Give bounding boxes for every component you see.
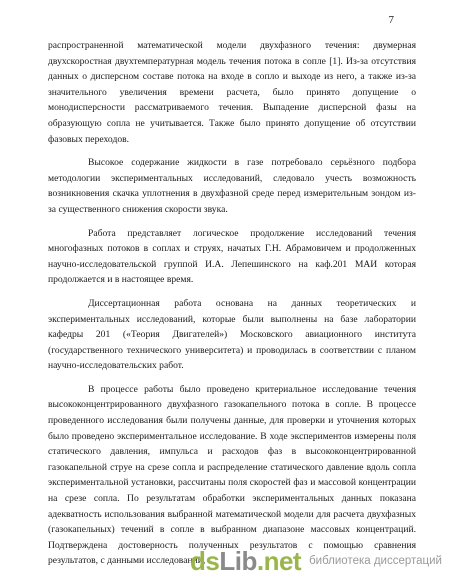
paragraph-2: Высокое содержание жидкости в газе потребовало серьёзного подбора методологии экспериментальных исследований, следовало учесть возможность возникновения скачка уплотнения в двухфазной среде перед измерительным зондом из-за существенного снижения скорости звука.	[48, 157, 416, 215]
paragraph-1: распространенной математической модели двухфазного течения: двумерная двухскоростная двухтемпературная модель течения потока в сопле [1]. Из-за отсутствия данных о дисперсном составе потока на входе в сопло и выходе из него, а также из-за значительного увеличения времени расчета, было принято допущение о монодисперсности рассматриваемого течения. Выпадение дисперсной фазы на образующую сопла не учитывается. Также было принято допущение об отсутствии фазовых переходов.	[48, 40, 416, 145]
paragraph-3: Работа представляет логическое продолжение исследований течения многофазных потоков в соплах и струях, начатых Г.Н. Абрамовичем и продолженных научно-исследовательской группой И.А. Лепешинского на каф.201 МАИ которая продолжается и в настоящее время.	[48, 227, 416, 286]
dslib-watermark	[190, 548, 442, 574]
page-number: 7	[388, 14, 394, 26]
paragraph-5: В процессе работы было проведено критериальное исследование течения высококонцентрированного двухфазного газокапельного потока в сопле. В процессе проведенного исследования были получены данные, для проверки и уточнения которых было проведено экспериментальное исследование. В ходе экспериментов измерены поля статического давления, импульса и расходов фаз в высококонцентрированной газокапельной струе на срезе сопла и распределение статического давление вдоль сопла экспериментальной установки, рассчитаны поля скоростей фаз и массовой концентрации на срезе сопла. По результатам обработки экспериментальных данных показана адекватность использования выбранной математической модели для расчета двухфазных (газокапельных) течений в сопле в выбранном диапазоне массовых концентраций. Подтверждена достоверность полученных результатов с помощью сравнения результатов, с данными исследований,	[48, 383, 416, 567]
paragraph-4: Диссертационная работа основана на данных теоретических и экспериментальных исследований, которые были выполнены на базе лаборатории кафедры 201 («Теория Двигателей») Московского авиационного института (государственного технического университета) и проводилась в соответствии с планом научно-исследовательских работ.	[48, 297, 416, 372]
watermark-caption: библиотека диссертаций	[309, 555, 442, 567]
document-body	[48, 38, 416, 569]
dslib-logo: dsLib.net	[190, 546, 302, 576]
